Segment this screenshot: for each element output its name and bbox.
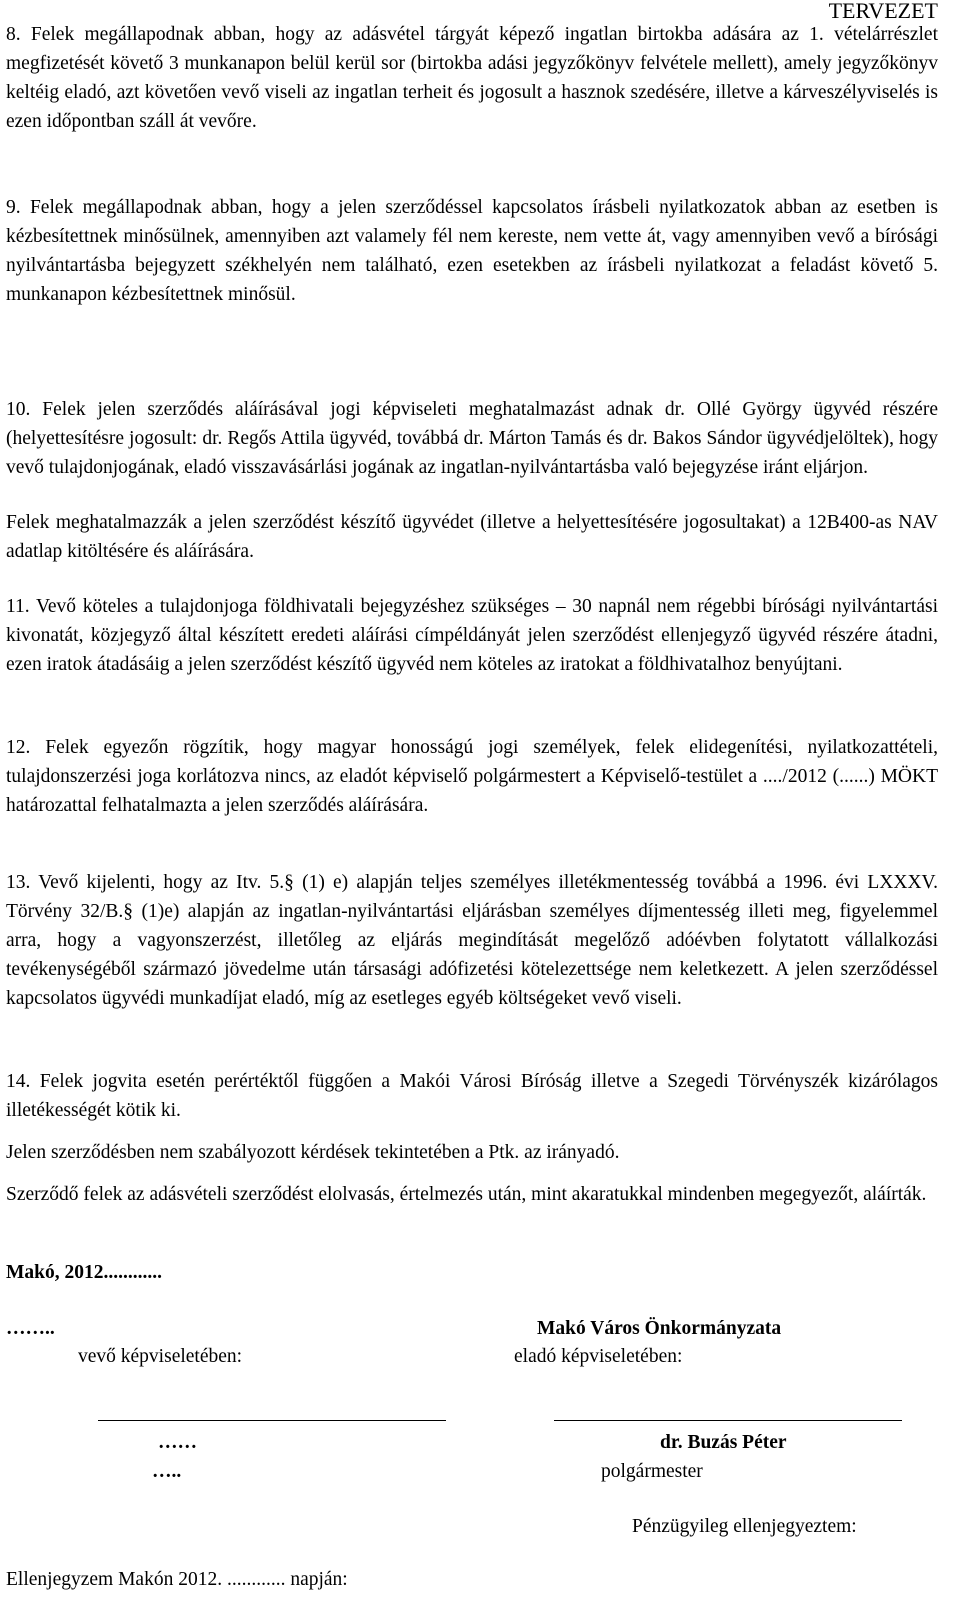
clause-9: 9. Felek megállapodnak abban, hogy a jelen szerződéssel kapcsolatos írásbeli nyilatkozatok abban az esetben is kézbesítettnek minősülnek, amennyiben azt valamely fél nem kereste, nem vette át, vagy amennyiben vevő a bírósági nyilvántartásba bejegyzett székhelyén nem található, ezen esetekben az írásbeli nyilatkozat a feladást követő 5. munkanapon kézbesítettnek minősül. (6, 197, 938, 305)
clause-13: 13. Vevő kijelenti, hogy az Itv. 5.§ (1) e) alapján teljes személyes illetékmentesség továbbá a 1996. évi LXXXV. Törvény 32/B.§ (1)e) alapján az ingatlan-nyilvántartási eljárásban személyes díjmentesség illeti meg, figyelemmel arra, hogy a vagyonszerzést, illetőleg az eljárás megindítását megelőző adóévben folytatott vállalkozási tevékenységéből származó jövedelme után társasági adófizetési kötelezettsége nem keletkezett. A jelen szerződéssel kapcsolatos ügyvédi munkadíjat eladó, míg az esetleges egyéb költségeket vevő viseli. (6, 872, 938, 1009)
draft-watermark: TERVEZET (828, 0, 938, 23)
buyer-signer-title: ….. (152, 1461, 182, 1482)
clause-8: 8. Felek megállapodnak abban, hogy az adásvétel tárgyát képező ingatlan birtokba adására az 1. vételárrészlet megfizetését követő 3 munkanapon belül kerül sor (birtokba adási jegyzőkönyv felvétele mellett), amely jegyzőkönyv keltéig eladó, azt követően vevő viseli az ingatlan terheit és jogosult a hasznok szedésére, illetve a kárveszélyviselés is ezen időpontban száll át vevőre. (6, 24, 938, 132)
financial-countersign: Pénzügyileg ellenjegyeztem: (632, 1516, 857, 1537)
buyer-name: …….. (6, 1318, 55, 1339)
ptk-clause: Jelen szerződésben nem szabályozott kérdések tekintetében a Ptk. az irányadó. (6, 1142, 620, 1163)
closing-clause: Szerződő felek az adásvételi szerződést elolvasás, értelmezés után, mint akaratukkal mindenben megegyezőt, aláírták. (6, 1184, 927, 1205)
seller-signature-line (554, 1420, 902, 1421)
buyer-signer: …… (158, 1432, 197, 1453)
place-and-date: Makó, 2012............ (6, 1262, 162, 1283)
clause-12: 12. Felek egyezőn rögzítik, hogy magyar honosságú jogi személyek, felek elidegenítési, nyilatkozattételi, tulajdonszerzési joga korlátozva nincs, az eladót képviselő polgármestert a Képviselő-testület a ..../2012 (......) MÖKT határozattal felhatalmazta a jelen szerződés aláírására. (6, 737, 938, 816)
seller-signer: dr. Buzás Péter (660, 1432, 787, 1453)
clause-10: 10. Felek jelen szerződés aláírásával jogi képviseleti meghatalmazást adnak dr. Ollé György ügyvéd részére (helyettesítésre jogosult: dr. Regős Attila ügyvéd, továbbá dr. Márton Tamás és dr. Bakos Sándor ügyvédjelöltek), hogy vevő tulajdonjogának, eladó visszavásárlási jogának az ingatlan-nyilvántartásba való bejegyzése iránt eljárjon. (6, 399, 938, 478)
seller-signer-title: polgármester (601, 1461, 703, 1482)
clause-11: 11. Vevő köteles a tulajdonjoga földhivatali bejegyzéshez szükséges – 30 napnál nem régebbi bírósági nyilvántartási kivonatát, közjegyző által készített eredeti aláírási címpéldányát jelen szerződést ellenjegyző ügyvéd részére átadni, ezen iratok átadásáig a jelen szerződést készítő ügyvéd nem köteles az iratokat a földhivatalhoz benyújtani. (6, 596, 938, 675)
clause-10-authorization: Felek meghatalmazzák a jelen szerződést készítő ügyvédet (illetve a helyettesítésére jogosultakat) a 12B400-as NAV adatlap kitöltésére és aláírására. (6, 512, 938, 562)
clause-14: 14. Felek jogvita esetén perértéktől függően a Makói Városi Bíróság illetve a Szegedi Törvényszék kizárólagos illetékességét kötik ki. (6, 1071, 938, 1121)
seller-name: Makó Város Önkormányzata (537, 1318, 782, 1339)
countersign-line: Ellenjegyzem Makón 2012. ............ napján: (6, 1569, 348, 1590)
buyer-signature-line (98, 1420, 446, 1421)
buyer-role: vevő képviseletében: (78, 1346, 243, 1367)
seller-role: eladó képviseletében: (514, 1346, 683, 1367)
